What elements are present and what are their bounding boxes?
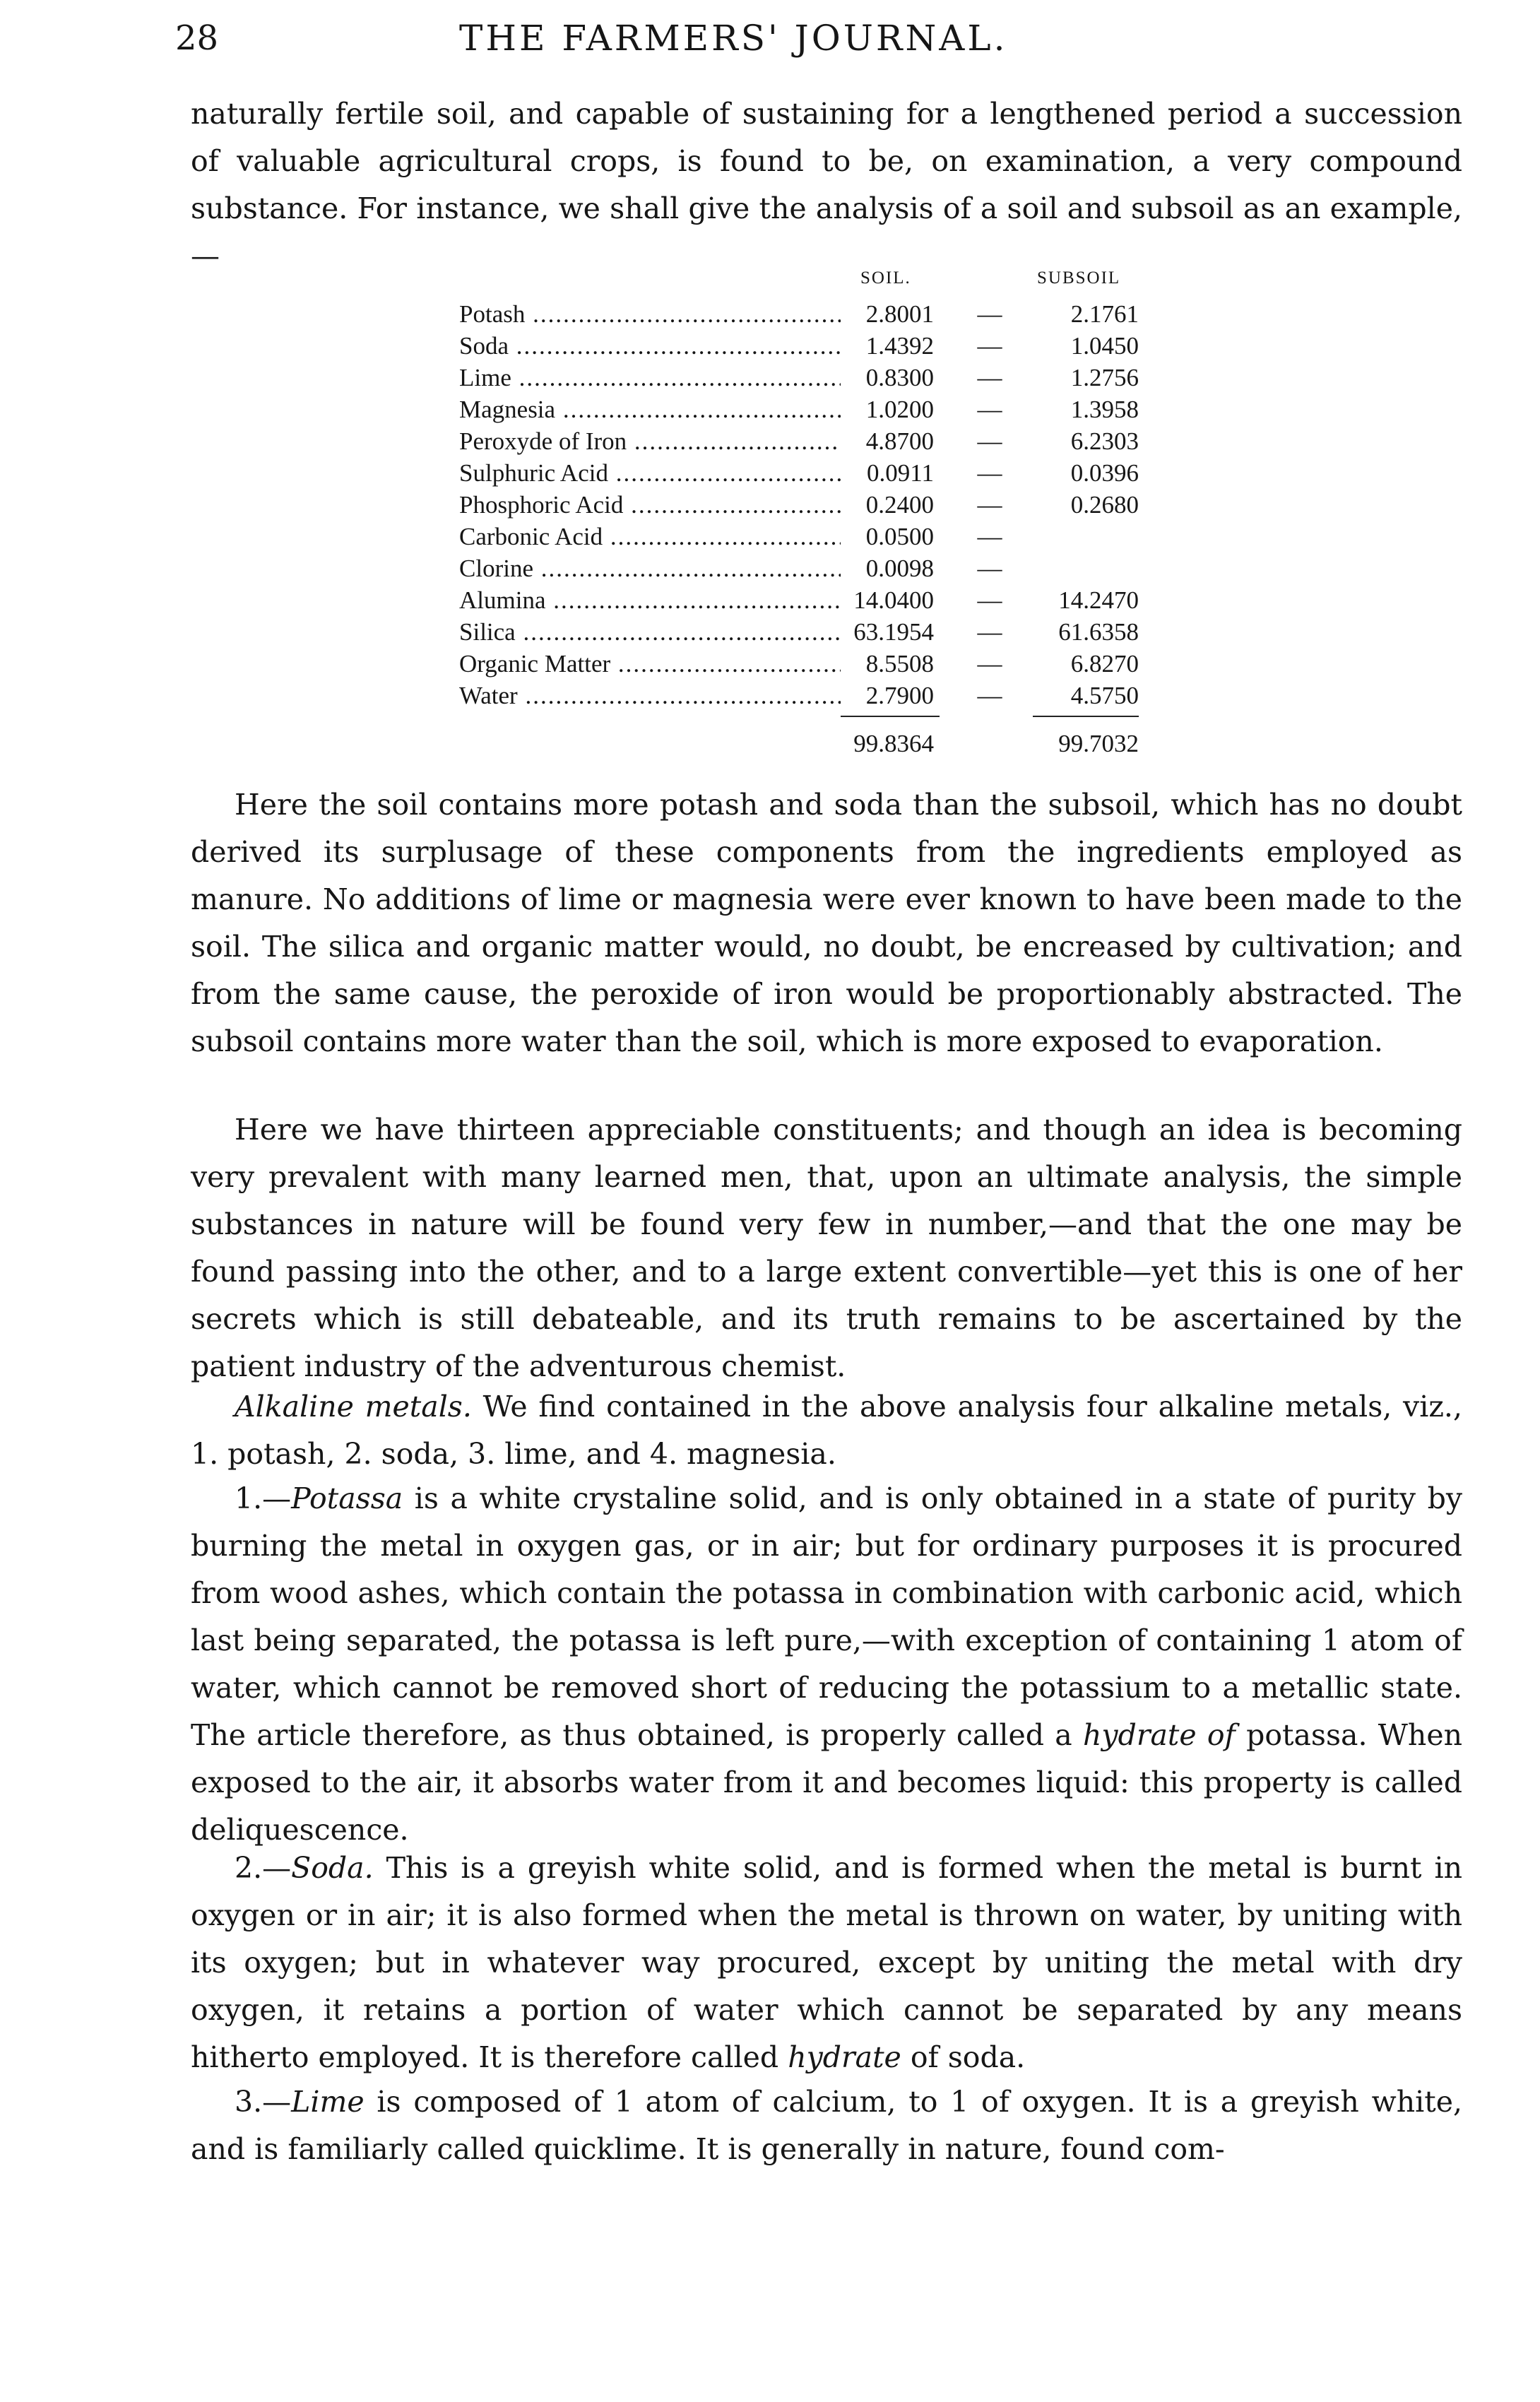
dash-separator: — xyxy=(977,650,1002,678)
table-row xyxy=(459,489,1166,521)
dash-separator: — xyxy=(977,332,1002,360)
subsoil-value: 1.2756 xyxy=(1070,364,1139,391)
soil-value: 1.4392 xyxy=(841,330,934,362)
table-row xyxy=(459,616,1166,648)
potassa-text-1: is a white crystaline solid, and is only obtained in a state of purity by burning the metal in oxygen gas, or in air; but for ordinary purposes it is procured from wood ashes, which contain the potassa in combination with carbonic acid, which last being separated, the potassa is left pure,—with exception of containing 1 atom of water, which cannot be removed short of reducing the potassium to a metallic state. The article therefore, as thus obtained, is properly called a xyxy=(191,1481,1462,1752)
soda-number: 2.— xyxy=(235,1851,292,1885)
dash-separator: — xyxy=(977,618,1002,646)
soil-value: 1.0200 xyxy=(841,394,934,425)
constituent-name: Organic Matter ..... xyxy=(459,648,841,680)
running-title: THE FARMERS' JOURNAL. xyxy=(459,18,1008,59)
lime-text: is composed of 1 atom of calcium, to 1 of oxygen. It is a greyish white, and is familiarly called quicklime. It is generally in nature, found com- xyxy=(191,2085,1462,2166)
soil-value: 2.7900 xyxy=(841,680,934,711)
soil-value: 0.8300 xyxy=(841,362,934,394)
subsoil-value: 2.1761 xyxy=(1070,300,1139,328)
alkaline-metals-heading: Alkaline metals. xyxy=(235,1390,472,1424)
constituent-name: Soda ..... xyxy=(459,330,841,362)
soil-value: 2.8001 xyxy=(841,298,934,330)
subsoil-value: 1.0450 xyxy=(1070,332,1139,360)
subsoil-value: 0.0396 xyxy=(1070,459,1139,487)
dash-separator: — xyxy=(977,682,1002,709)
soil-value: 63.1954 xyxy=(841,616,934,648)
column-header-soil: SOIL. xyxy=(860,268,911,288)
subsoil-value: 1.3958 xyxy=(1070,396,1139,423)
potassa-text-2: potassa. When exposed to the air, it absorbs water from it and becomes liquid: this property is called deliquescence. xyxy=(191,1718,1462,1847)
column-header-subsoil: SUBSOIL xyxy=(1037,268,1121,288)
table-row xyxy=(459,298,1166,330)
soda-text-2: of soda. xyxy=(901,2040,1026,2074)
potassa-number: 1.— xyxy=(235,1481,292,1515)
paragraph-soda xyxy=(191,1845,1462,2081)
lime-heading: Lime xyxy=(291,2085,365,2119)
dash-separator: — xyxy=(977,523,1002,550)
constituent-name: Sulphuric Acid ..... xyxy=(459,457,841,489)
constituent-name: Potash ..... xyxy=(459,298,841,330)
total-soil: 99.8364 xyxy=(853,730,934,757)
table-row xyxy=(459,552,1166,584)
table-row xyxy=(459,330,1166,362)
potassa-term: hydrate of xyxy=(1083,1718,1236,1752)
soda-text-1: This is a greyish white solid, and is formed when the metal is burnt in oxygen or in air; it is also formed when the metal is thrown on water, by uniting with its oxygen; but in whatever way procured, except by uniting the metal with dry oxygen, it retains a portion of water which cannot be separated by any means hitherto employed. It is therefore called xyxy=(191,1851,1462,2074)
table-row xyxy=(459,680,1166,711)
constituent-name: Clorine ..... xyxy=(459,552,841,584)
table-row xyxy=(459,394,1166,425)
constituent-name: Magnesia ..... xyxy=(459,394,841,425)
soil-value: 0.0911 xyxy=(841,457,934,489)
dash-separator: — xyxy=(977,300,1002,328)
constituent-name: Phosphoric Acid ..... xyxy=(459,489,841,521)
dash-separator: — xyxy=(977,364,1002,391)
table-row xyxy=(459,521,1166,552)
table-row xyxy=(459,362,1166,394)
dash-separator: — xyxy=(977,396,1002,423)
soil-value: 0.0098 xyxy=(841,552,934,584)
sum-rule-subsoil xyxy=(1033,716,1139,717)
total-subsoil: 99.7032 xyxy=(1058,730,1139,757)
constituent-name: Alumina ..... xyxy=(459,584,841,616)
soil-value: 4.8700 xyxy=(841,425,934,457)
dash-separator: — xyxy=(977,491,1002,519)
dash-separator: — xyxy=(977,459,1002,487)
table-row xyxy=(459,648,1166,680)
lime-number: 3.— xyxy=(235,2085,292,2119)
soda-term: hydrate xyxy=(788,2040,901,2074)
paragraph-soil-comparison: Here the soil contains more potash and soda than the subsoil, which has no doubt derived its surplusage of these components from the ingredients employed as manure. No additions of lime or magnesia were ever known to have been made to the soil. The silica and organic matter would, no doubt, be encreased by cultivation; and from the same cause, the peroxide of iron would be proportionably abstracted. The subsoil contains more water than the soil, which is more exposed to evaporation. xyxy=(191,788,1462,1058)
constituent-name: Carbonic Acid ..... xyxy=(459,521,841,552)
paragraph-potassa xyxy=(191,1475,1462,1854)
constituent-name: Lime ..... xyxy=(459,362,841,394)
table-row xyxy=(459,584,1166,616)
paragraph-alkaline-metals xyxy=(191,1383,1462,1478)
soda-heading: Soda. xyxy=(291,1851,374,1885)
soil-value: 14.0400 xyxy=(841,584,934,616)
paragraph-constituents: Here we have thirteen appreciable constituents; and though an idea is becoming very prevalent with many learned men, that, upon an ultimate analysis, the simple substances in nature will be found very few in number,—and that the one may be found passing into the other, and to a large extent convertible—yet this is one of her secrets which is still debateable, and its truth remains to be ascertained by the patient industry of the adventurous chemist. xyxy=(191,1113,1462,1383)
dash-separator: — xyxy=(977,586,1002,614)
potassa-heading: Potassa xyxy=(291,1481,403,1515)
table-row xyxy=(459,425,1166,457)
alkaline-metals-text: We find contained in the above analysis four alkaline metals, viz., 1. potash, 2. soda, 3. lime, and 4. magnesia. xyxy=(191,1390,1462,1471)
subsoil-value: 61.6358 xyxy=(1058,618,1139,646)
constituent-name: Silica ..... xyxy=(459,616,841,648)
subsoil-value: 14.2470 xyxy=(1058,586,1139,614)
page-number: 28 xyxy=(175,18,219,58)
soil-value: 8.5508 xyxy=(841,648,934,680)
soil-value: 0.2400 xyxy=(841,489,934,521)
subsoil-value: 4.5750 xyxy=(1070,682,1139,709)
soil-value: 0.0500 xyxy=(841,521,934,552)
intro-paragraph: naturally fertile soil, and capable of sustaining for a lengthened period a succession of valuable agricultural crops, is found to be, on examination, a very compound substance. For instance, we shall give the analysis of a soil and subsoil as an example,— xyxy=(191,97,1462,273)
dash-separator: — xyxy=(977,555,1002,582)
subsoil-value: 6.8270 xyxy=(1070,650,1139,678)
subsoil-value: 0.2680 xyxy=(1070,491,1139,519)
constituent-name: Peroxyde of Iron ..... xyxy=(459,425,841,457)
sum-rule-soil xyxy=(841,716,940,717)
dash-separator: — xyxy=(977,427,1002,455)
table-row xyxy=(459,457,1166,489)
subsoil-value: 6.2303 xyxy=(1070,427,1139,455)
paragraph-lime xyxy=(191,2078,1462,2173)
constituent-name: Water ..... xyxy=(459,680,841,711)
